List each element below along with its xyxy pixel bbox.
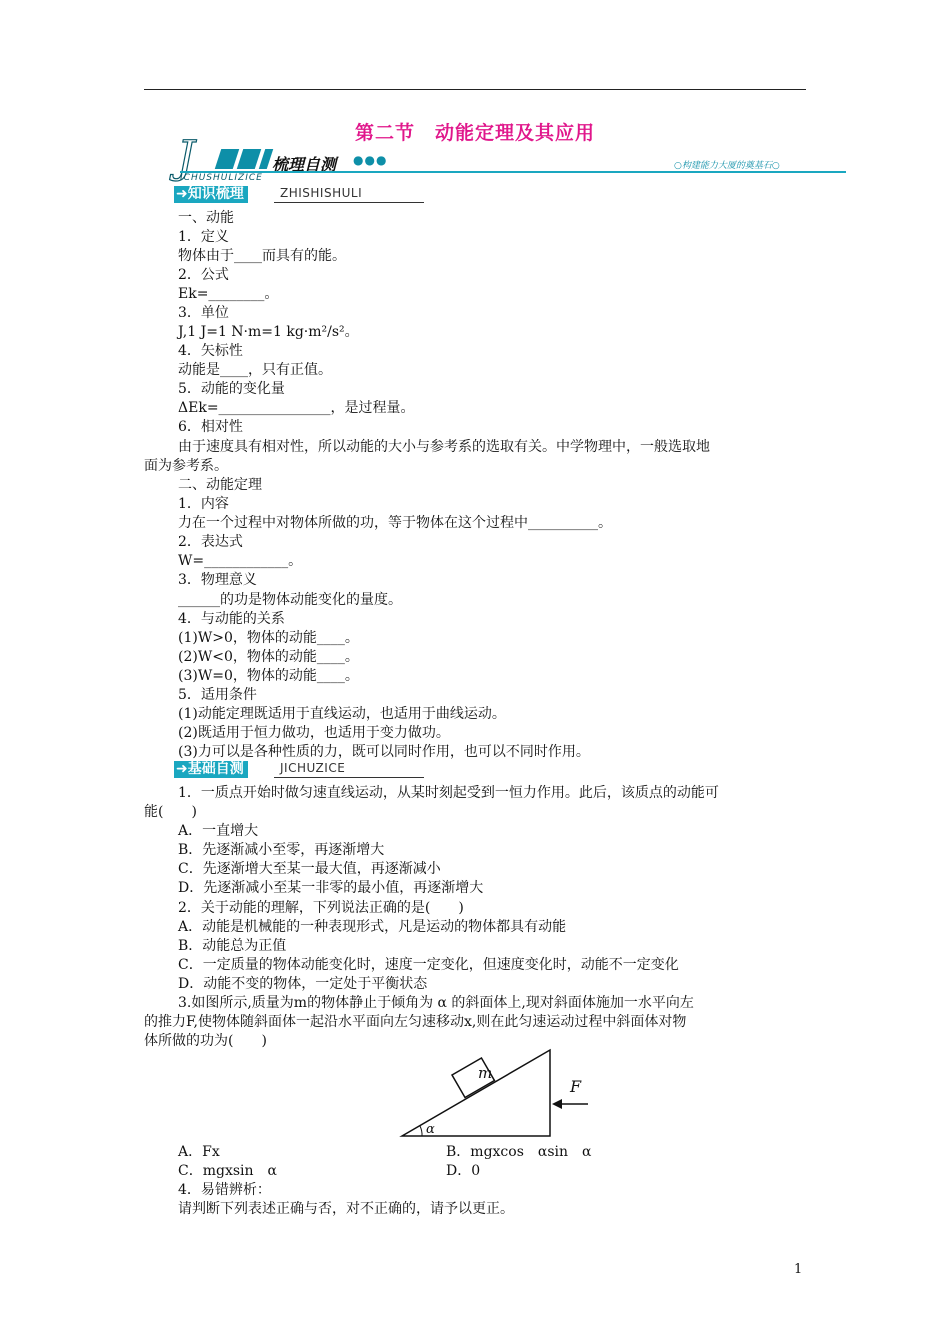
text-line: 面为参考系。 xyxy=(144,458,228,474)
figure-label-m: m xyxy=(478,1064,493,1082)
text-line: 6．相对性 xyxy=(178,419,243,435)
text-line: 动能是____，只有正值。 xyxy=(178,362,332,378)
section-pinyin: JICHUZICE xyxy=(280,761,346,775)
arrow-icon: ➜ xyxy=(176,186,188,202)
option-text: A．Fx xyxy=(178,1144,220,1160)
section-tag-label: 知识梳理 xyxy=(187,186,244,202)
page-title: 第二节 动能定理及其应用 xyxy=(354,122,595,144)
text-line: 4．与动能的关系 xyxy=(178,611,285,627)
incline-figure xyxy=(398,1044,598,1140)
page-number: 1 xyxy=(794,1262,803,1277)
text-line: 3．物理意义 xyxy=(178,572,257,588)
option-text: A．一直增大 xyxy=(178,823,259,839)
text-line: 4．矢标性 xyxy=(178,343,243,359)
section-tag-knowledge xyxy=(174,186,248,203)
text-line: 5．动能的变化量 xyxy=(178,381,285,397)
arrow-icon: ➜ xyxy=(176,761,188,777)
option-text: A．动能是机械能的一种表现形式，凡是运动的物体都具有动能 xyxy=(178,919,567,935)
text-line: 1．定义 xyxy=(178,229,229,245)
section-pinyin: ZHISHISHULI xyxy=(280,186,363,200)
banner-rule xyxy=(180,171,846,173)
text-line: ΔEk=________________，是过程量。 xyxy=(178,400,415,416)
text-line: 力在一个过程中对物体所做的功，等于物体在这个过程中__________。 xyxy=(178,515,612,531)
text-line: 1．内容 xyxy=(178,496,229,512)
text-line: 3．单位 xyxy=(178,305,229,321)
banner-stripe xyxy=(215,149,239,169)
option-text: D．动能不变的物体，一定处于平衡状态 xyxy=(178,976,428,992)
option-text: C．一定质量的物体动能变化时，速度一定变化，但速度变化时，动能不一定变化 xyxy=(178,957,679,973)
text-line: J,1 J=1 N·m=1 kg·m²/s²。 xyxy=(178,324,359,340)
question-text: 1．一质点开始时做匀速直线运动，从某时刻起受到一恒力作用。此后，该质点的动能可 xyxy=(178,785,719,801)
option-text: B．先逐渐减小至零，再逐渐增大 xyxy=(178,842,385,858)
text-line: ______的功是物体动能变化的量度。 xyxy=(178,592,402,608)
section-underline xyxy=(274,777,424,778)
text-line: (2)既适用于恒力做功，也适用于变力做功。 xyxy=(178,725,450,741)
text-line: 二、动能定理 xyxy=(178,477,262,493)
text-line: 5．适用条件 xyxy=(178,687,257,703)
section-tag-label: 基础自测 xyxy=(187,761,244,777)
text-line: 2．表达式 xyxy=(178,534,243,550)
banner-subtitle: ICHUSHULIZICE xyxy=(180,173,263,183)
text-line: 由于速度具有相对性，所以动能的大小与参考系的选取有关。中学物理中，一般选取地 xyxy=(178,439,710,455)
option-text: B．mgxcos αsin α xyxy=(446,1144,592,1160)
figure-label-f: F xyxy=(570,1077,582,1096)
text-line: W=____________。 xyxy=(178,553,303,569)
question-text: 4．易错辨析： xyxy=(178,1182,271,1198)
banner-heading: 梳理自测 xyxy=(272,155,337,174)
question-text: 体所做的功为( ) xyxy=(144,1033,267,1049)
text-line: (1)W>0，物体的动能____。 xyxy=(178,630,359,646)
text-line: 2．公式 xyxy=(178,267,229,283)
text-line: Ek=________。 xyxy=(178,286,279,302)
question-text: 3.如图所示,质量为m的物体静止于倾角为 α 的斜面体上,现对斜面体施加一水平向左 xyxy=(178,995,694,1011)
header-rule xyxy=(144,89,806,90)
text-line: (3)W=0，物体的动能____。 xyxy=(178,668,359,684)
banner-dots: ●●● xyxy=(353,153,388,167)
banner-tagline: ○构建能力大厦的奠基石○ xyxy=(674,161,780,171)
option-text: C．先逐渐增大至某一最大值，再逐渐减小 xyxy=(178,861,441,877)
option-text: C．mgxsin α xyxy=(178,1163,277,1179)
text-line: 物体由于____而具有的能。 xyxy=(178,248,346,264)
section-tag-selftest xyxy=(174,761,248,778)
text-line: (1)动能定理既适用于直线运动，也适用于曲线运动。 xyxy=(178,706,506,722)
question-text: 2．关于动能的理解，下列说法正确的是( ) xyxy=(178,900,464,916)
question-text: 能( ) xyxy=(144,804,197,820)
figure-label-alpha: α xyxy=(426,1122,435,1137)
question-text: 请判断下列表述正确与否，对不正确的，请予以更正。 xyxy=(178,1201,514,1217)
question-text: 的推力F,使物体随斜面体一起沿水平面向左匀速移动x,则在此匀速运动过程中斜面体对物 xyxy=(144,1014,687,1030)
text-line: (2)W<0，物体的动能____。 xyxy=(178,649,359,665)
banner-letter: J xyxy=(177,132,195,183)
banner-stripe xyxy=(237,149,261,169)
option-text: B．动能总为正值 xyxy=(178,938,287,954)
option-text: D．先逐渐减小至某一非零的最小值，再逐渐增大 xyxy=(178,880,484,896)
section-underline xyxy=(274,202,424,203)
text-line: (3)力可以是各种性质的力，既可以同时作用，也可以不同时作用。 xyxy=(178,744,590,760)
text-line: 一、动能 xyxy=(178,210,234,226)
option-text: D．0 xyxy=(446,1163,481,1179)
